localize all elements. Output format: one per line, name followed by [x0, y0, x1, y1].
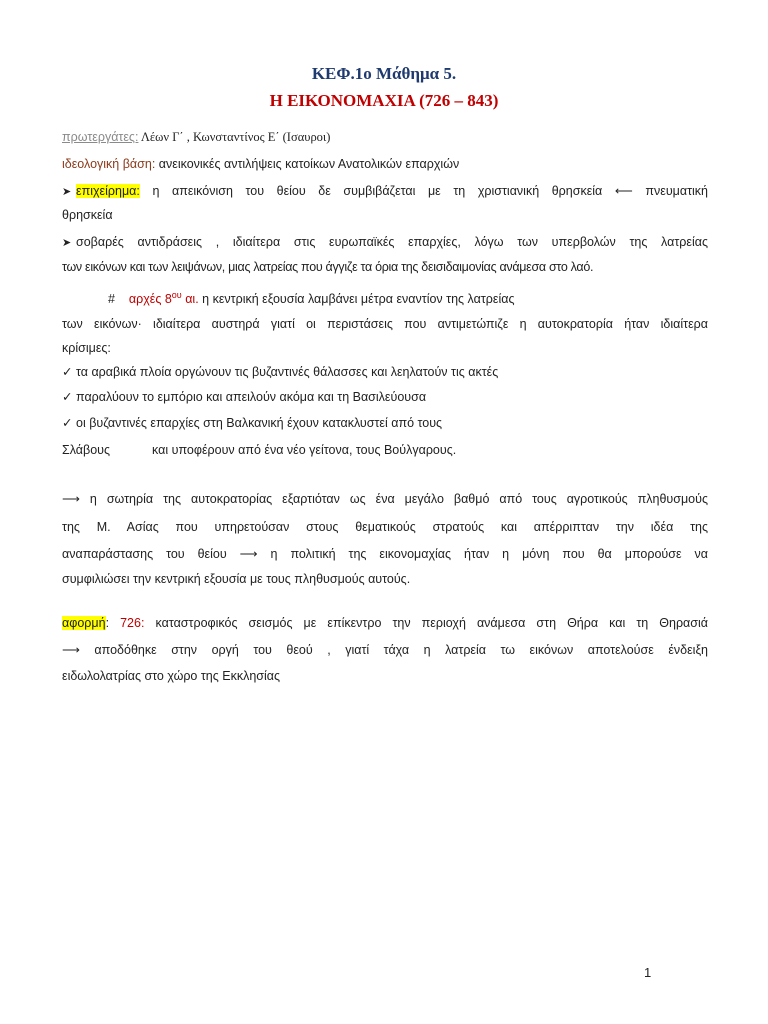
check-item-1-text: τα αραβικά πλοία οργώνουν τις βυζαντινές θάλασσες και λεηλατούν τις ακτές [76, 365, 499, 379]
reactions-text-1: σοβαρές αντιδράσεις , ιδιαίτερα στις ευρωπαϊκές επαρχίες, λόγω των υπερβολών της λατρείας [76, 235, 708, 249]
salvation-line-3: αναπαράστασης του θείου ⟶ η πολιτική της εικονομαχίας ήταν η μόνη που θα μπορούσε να [62, 547, 708, 561]
cause-line-2: ⟶ αποδόθηκε στην οργή του θεού , γιατί τάχα η λατρεία τω εικόνων αποτελούσε ένδειξη [62, 643, 708, 657]
ideology-text: ανεικονικές αντιλήψεις κατοίκων Ανατολικών επαρχιών [155, 157, 460, 171]
check-item-2 [62, 388, 708, 406]
checkmark-icon: ✓ [62, 416, 73, 430]
argument-label: επιχείρημα: [76, 184, 140, 198]
cause-line-1: αφορμή: 726: καταστροφικός σεισμός με επίκεντρο την περιοχή ανάμεσα στη Θήρα και τη Θηρασιά [62, 616, 708, 630]
salvation-line-2: της Μ. Ασίας που υπηρετούσαν στους θεματικούς στρατούς και απέρριπταν την ιδέα της [62, 520, 708, 534]
salvation-line-4: συμφιλιώσει την κεντρική εξουσία με τους πληθυσμούς αυτούς. [62, 572, 411, 586]
page-number: 1 [644, 965, 652, 980]
ideology-label: ιδεολογική βάση: [62, 157, 156, 171]
arrow-bullet-icon: ➤ [62, 237, 72, 249]
protagonists-label: πρωτεργάτες: [62, 130, 139, 144]
chapter-title: ΚΕΦ.1ο Μάθημα 5. [311, 64, 457, 83]
cause-line-3: ειδωλολατρίας στο χώρο της Εκκλησίας [62, 669, 281, 683]
century-label-a: αρχές 8 [128, 292, 172, 307]
slavs-line [62, 441, 708, 459]
cause-year: 726: [120, 616, 145, 630]
reactions-line-2: των εικόνων και των λειψάνων, μιας λατρείας που άγγιζε τα όρια της δεισιδαιμονίας ανάμεσα στο λαό. [62, 260, 594, 274]
ideology-line [62, 155, 708, 173]
protagonists-text: Λέων Γ΄ , Κωνσταντίνος Ε΄ (Ισαυροι) [138, 130, 331, 144]
slavs-text: και υποφέρουν από ένα νέο γείτονα, τους Βούλγαρους. [152, 443, 457, 457]
checkmark-icon: ✓ [62, 390, 73, 404]
protagonists-line [62, 128, 708, 146]
icons-line-1: των εικόνων· ιδιαίτερα αυστηρά γιατί οι περιστάσεις που αντιμετώπιζε η αυτοκρατορία ήταν ιδιαίτερα [62, 317, 708, 331]
arrow-bullet-icon: ➤ [62, 186, 72, 198]
lesson-title [0, 91, 768, 111]
cause-text-1: καταστροφικός σεισμός με επίκεντρο την περιοχή ανάμεσα στη Θήρα και τη Θηρασιά [144, 616, 708, 630]
check-item-1 [62, 363, 708, 381]
icons-line-2: κρίσιμες: [62, 341, 111, 355]
check-item-3 [62, 414, 708, 432]
lesson-title-years: (726 – 843) [419, 91, 499, 110]
hash-mark: # [108, 292, 115, 307]
century-label [129, 292, 199, 306]
lesson-title-main: Η ΕΙΚΟΝΟΜΑΧΙΑ [269, 91, 415, 110]
checkmark-icon: ✓ [62, 365, 73, 379]
argument-text-1: η απεικόνιση του θείου δε συμβιβάζεται με τη χριστιανική θρησκεία ⟵ πνευματική [139, 184, 708, 198]
salvation-line-1: ⟶ η σωτηρία της αυτοκρατορίας εξαρτιόταν ως ένα μεγάλο βαθμό από τους αγροτικούς πληθυσμούς [62, 492, 708, 506]
slavs-word: Σλάβους [62, 443, 111, 457]
century-sup: ου [171, 290, 182, 300]
argument-line-1 [62, 182, 708, 201]
check-item-3-text: οι βυζαντινές επαρχίες στη Βαλκανική έχουν κατακλυστεί από τους [76, 416, 443, 430]
reactions-line-1 [62, 233, 708, 252]
century-text: η κεντρική εξουσία λαμβάνει μέτρα εναντίον της λατρείας [198, 292, 515, 307]
century-label-b: αι. [181, 292, 199, 307]
cause-label: αφορμή [62, 616, 106, 630]
century-line [108, 286, 708, 308]
check-item-2-text: παραλύουν το εμπόριο και απειλούν ακόμα και τη Βασιλεύουσα [76, 390, 427, 404]
argument-line-2: θρησκεία [62, 208, 113, 222]
